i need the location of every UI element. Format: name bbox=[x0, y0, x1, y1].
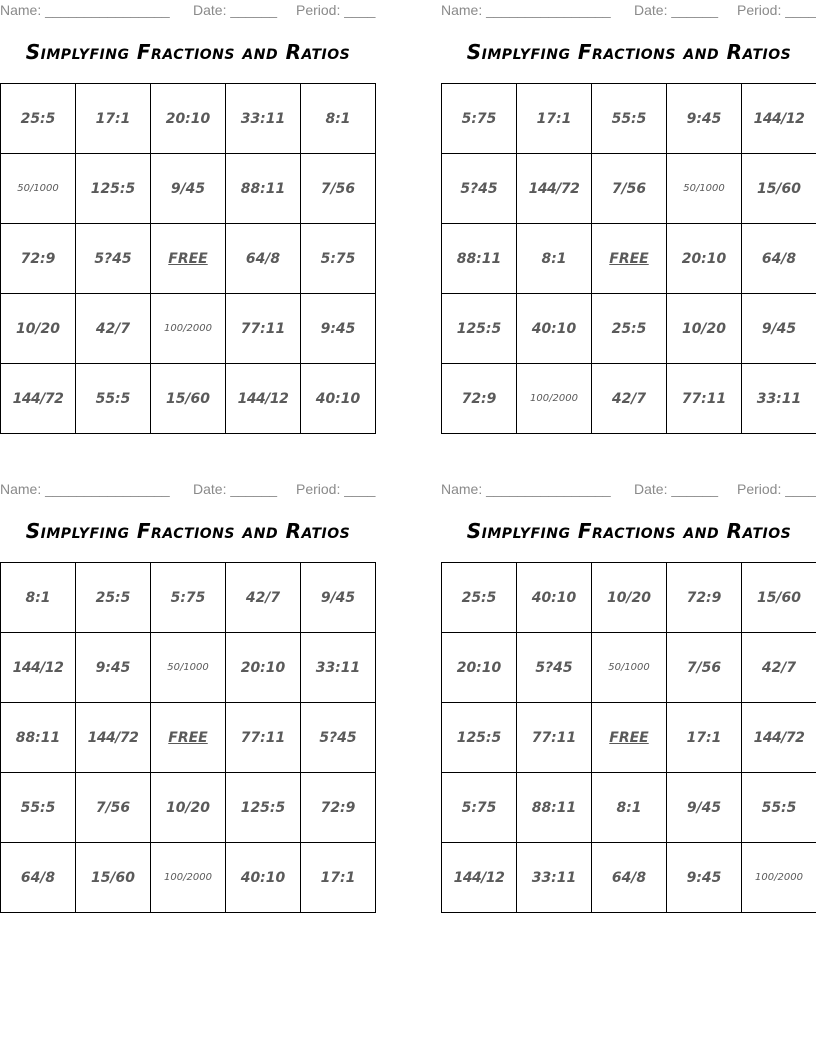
grid-cell: 9/45 bbox=[301, 563, 376, 633]
name-field: Name: ________________ bbox=[0, 2, 170, 18]
grid-cell: 42/7 bbox=[592, 364, 667, 434]
grid-row bbox=[442, 364, 816, 434]
date-field: Date: ______ bbox=[634, 2, 719, 18]
grid-cell: 88:11 bbox=[1, 703, 76, 773]
grid-cell: 10/20 bbox=[151, 773, 226, 843]
grid-row bbox=[442, 843, 816, 913]
grid-cell: 144/72 bbox=[517, 154, 592, 224]
grid-cell: 17:1 bbox=[76, 84, 151, 154]
grid-cell: 20:10 bbox=[442, 633, 517, 703]
grid-row bbox=[1, 843, 376, 913]
grid-cell: 15/60 bbox=[742, 563, 816, 633]
grid-cell: 5:75 bbox=[442, 773, 517, 843]
grid-row bbox=[442, 633, 816, 703]
grid-cell: 55:5 bbox=[1, 773, 76, 843]
grid-cell: 100/2000 bbox=[742, 843, 816, 913]
grid-cell: 125:5 bbox=[442, 703, 517, 773]
grid-cell: 33:11 bbox=[226, 84, 301, 154]
grid-cell: 50/1000 bbox=[1, 154, 76, 224]
grid-cell: 33:11 bbox=[517, 843, 592, 913]
grid-cell: 42/7 bbox=[742, 633, 816, 703]
free-space-cell: FREE bbox=[592, 224, 667, 294]
bingo-grid bbox=[0, 562, 376, 913]
grid-cell: 55:5 bbox=[76, 364, 151, 434]
grid-cell: 7/56 bbox=[76, 773, 151, 843]
student-info-line bbox=[0, 2, 376, 20]
grid-cell: 100/2000 bbox=[517, 364, 592, 434]
period-field: Period: ____ bbox=[737, 481, 816, 497]
grid-cell: 55:5 bbox=[592, 84, 667, 154]
grid-cell: 9:45 bbox=[667, 843, 742, 913]
grid-cell: 17:1 bbox=[517, 84, 592, 154]
grid-cell: 100/2000 bbox=[151, 294, 226, 364]
grid-row bbox=[442, 773, 816, 843]
grid-cell: 5?45 bbox=[76, 224, 151, 294]
grid-cell: 20:10 bbox=[667, 224, 742, 294]
grid-cell: 125:5 bbox=[226, 773, 301, 843]
grid-row bbox=[1, 84, 376, 154]
grid-row bbox=[442, 294, 816, 364]
bingo-card-3 bbox=[0, 479, 376, 919]
grid-cell: 33:11 bbox=[301, 633, 376, 703]
student-info-line bbox=[0, 481, 376, 499]
grid-cell: 144/12 bbox=[226, 364, 301, 434]
grid-cell: 5:75 bbox=[151, 563, 226, 633]
grid-cell: 42/7 bbox=[76, 294, 151, 364]
grid-cell: 77:11 bbox=[517, 703, 592, 773]
grid-cell: 64/8 bbox=[742, 224, 816, 294]
grid-cell: 72:9 bbox=[301, 773, 376, 843]
grid-cell: 8:1 bbox=[301, 84, 376, 154]
grid-cell: 25:5 bbox=[592, 294, 667, 364]
grid-cell: 15/60 bbox=[742, 154, 816, 224]
card-title: Simplyfing Fractions and Ratios bbox=[466, 519, 792, 543]
grid-cell: 144/72 bbox=[76, 703, 151, 773]
grid-cell: 25:5 bbox=[76, 563, 151, 633]
grid-cell: 72:9 bbox=[1, 224, 76, 294]
grid-cell: 5:75 bbox=[442, 84, 517, 154]
grid-cell: 20:10 bbox=[151, 84, 226, 154]
student-info-line bbox=[441, 2, 816, 20]
grid-cell: 17:1 bbox=[301, 843, 376, 913]
grid-row bbox=[442, 703, 816, 773]
grid-cell: 100/2000 bbox=[151, 843, 226, 913]
period-field: Period: ____ bbox=[296, 481, 376, 497]
grid-cell: 88:11 bbox=[442, 224, 517, 294]
grid-cell: 15/60 bbox=[76, 843, 151, 913]
bingo-card-4 bbox=[441, 479, 816, 919]
grid-cell: 144/12 bbox=[442, 843, 517, 913]
grid-cell: 144/12 bbox=[1, 633, 76, 703]
grid-cell: 5?45 bbox=[517, 633, 592, 703]
name-field: Name: ________________ bbox=[441, 481, 611, 497]
bingo-grid bbox=[441, 562, 816, 913]
grid-cell: 88:11 bbox=[517, 773, 592, 843]
grid-cell: 9:45 bbox=[667, 84, 742, 154]
grid-cell: 64/8 bbox=[1, 843, 76, 913]
grid-cell: 5:75 bbox=[301, 224, 376, 294]
grid-cell: 50/1000 bbox=[592, 633, 667, 703]
grid-cell: 42/7 bbox=[226, 563, 301, 633]
date-field: Date: ______ bbox=[193, 2, 278, 18]
grid-row bbox=[442, 563, 816, 633]
grid-cell: 10/20 bbox=[1, 294, 76, 364]
grid-cell: 77:11 bbox=[226, 703, 301, 773]
grid-row bbox=[1, 364, 376, 434]
grid-cell: 17:1 bbox=[667, 703, 742, 773]
grid-cell: 72:9 bbox=[442, 364, 517, 434]
grid-cell: 144/72 bbox=[742, 703, 816, 773]
bingo-grid bbox=[0, 83, 376, 434]
grid-cell: 7/56 bbox=[301, 154, 376, 224]
bingo-grid bbox=[441, 83, 816, 434]
grid-cell: 5?45 bbox=[442, 154, 517, 224]
student-info-line bbox=[441, 481, 816, 499]
grid-cell: 88:11 bbox=[226, 154, 301, 224]
grid-row bbox=[1, 294, 376, 364]
grid-cell: 25:5 bbox=[442, 563, 517, 633]
card-title: Simplyfing Fractions and Ratios bbox=[466, 40, 792, 64]
grid-cell: 8:1 bbox=[592, 773, 667, 843]
grid-cell: 50/1000 bbox=[151, 633, 226, 703]
grid-cell: 9/45 bbox=[151, 154, 226, 224]
name-field: Name: ________________ bbox=[0, 481, 170, 497]
grid-cell: 144/72 bbox=[1, 364, 76, 434]
grid-cell: 50/1000 bbox=[667, 154, 742, 224]
grid-cell: 10/20 bbox=[592, 563, 667, 633]
grid-cell: 144/12 bbox=[742, 84, 816, 154]
grid-cell: 40:10 bbox=[517, 294, 592, 364]
grid-cell: 8:1 bbox=[517, 224, 592, 294]
date-field: Date: ______ bbox=[634, 481, 719, 497]
grid-row bbox=[442, 224, 816, 294]
grid-row bbox=[442, 84, 816, 154]
grid-cell: 72:9 bbox=[667, 563, 742, 633]
period-field: Period: ____ bbox=[296, 2, 376, 18]
grid-cell: 15/60 bbox=[151, 364, 226, 434]
grid-row bbox=[442, 154, 816, 224]
grid-cell: 40:10 bbox=[517, 563, 592, 633]
grid-cell: 25:5 bbox=[1, 84, 76, 154]
grid-cell: 64/8 bbox=[592, 843, 667, 913]
grid-cell: 7/56 bbox=[592, 154, 667, 224]
grid-cell: 40:10 bbox=[226, 843, 301, 913]
bingo-card-2 bbox=[441, 0, 816, 440]
grid-cell: 33:11 bbox=[742, 364, 816, 434]
grid-cell: 7/56 bbox=[667, 633, 742, 703]
free-space-cell: FREE bbox=[592, 703, 667, 773]
grid-cell: 10/20 bbox=[667, 294, 742, 364]
grid-cell: 8:1 bbox=[1, 563, 76, 633]
grid-row bbox=[1, 633, 376, 703]
date-field: Date: ______ bbox=[193, 481, 278, 497]
card-title: Simplyfing Fractions and Ratios bbox=[25, 40, 351, 64]
grid-row bbox=[1, 154, 376, 224]
grid-cell: 125:5 bbox=[442, 294, 517, 364]
grid-row bbox=[1, 563, 376, 633]
grid-cell: 9:45 bbox=[76, 633, 151, 703]
grid-cell: 40:10 bbox=[301, 364, 376, 434]
grid-cell: 9:45 bbox=[301, 294, 376, 364]
grid-row bbox=[1, 703, 376, 773]
card-title: Simplyfing Fractions and Ratios bbox=[25, 519, 351, 543]
grid-cell: 64/8 bbox=[226, 224, 301, 294]
free-space-cell: FREE bbox=[151, 703, 226, 773]
bingo-card-1 bbox=[0, 0, 376, 440]
grid-cell: 9/45 bbox=[742, 294, 816, 364]
grid-cell: 9/45 bbox=[667, 773, 742, 843]
name-field: Name: ________________ bbox=[441, 2, 611, 18]
grid-cell: 55:5 bbox=[742, 773, 816, 843]
grid-row bbox=[1, 773, 376, 843]
free-space-cell: FREE bbox=[151, 224, 226, 294]
period-field: Period: ____ bbox=[737, 2, 816, 18]
grid-cell: 5?45 bbox=[301, 703, 376, 773]
grid-cell: 125:5 bbox=[76, 154, 151, 224]
grid-cell: 20:10 bbox=[226, 633, 301, 703]
grid-cell: 77:11 bbox=[667, 364, 742, 434]
grid-row bbox=[1, 224, 376, 294]
grid-cell: 77:11 bbox=[226, 294, 301, 364]
